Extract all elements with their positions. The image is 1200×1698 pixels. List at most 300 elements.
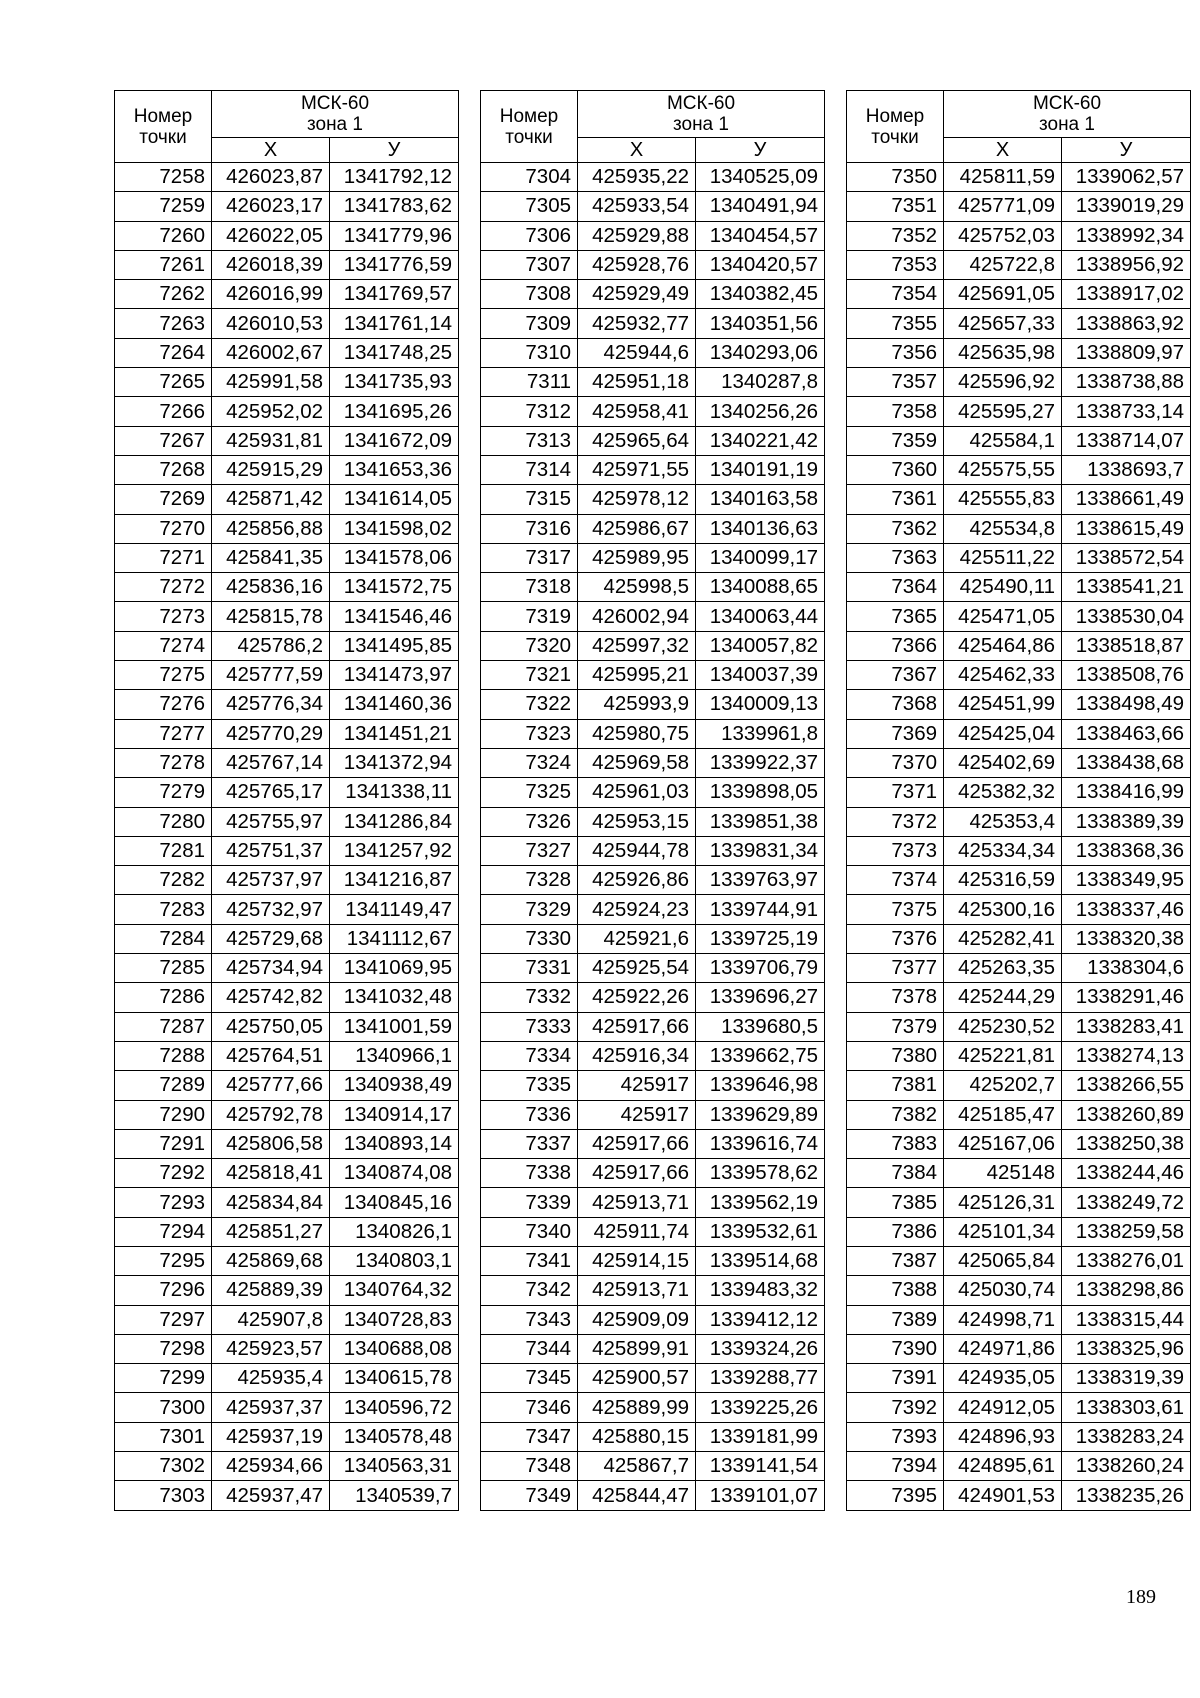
point-number-cell: 7382 <box>847 1100 944 1129</box>
table-row <box>115 1246 459 1275</box>
point-number-cell: 7339 <box>481 1188 578 1217</box>
point-number-cell: 7271 <box>115 543 212 572</box>
y-coordinate-cell: 1341286,84 <box>330 807 459 836</box>
table-row <box>481 455 825 484</box>
point-number-cell: 7267 <box>115 426 212 455</box>
y-column-header: У <box>330 138 459 163</box>
y-coordinate-cell: 1338283,41 <box>1062 1012 1191 1041</box>
table-row <box>481 485 825 514</box>
table-row <box>847 631 1191 660</box>
point-number-cell: 7360 <box>847 455 944 484</box>
x-coordinate-cell: 425300,16 <box>944 895 1062 924</box>
table-row <box>481 1100 825 1129</box>
x-coordinate-cell: 425771,09 <box>944 192 1062 221</box>
y-coordinate-cell: 1339141,54 <box>696 1452 825 1481</box>
table-row <box>481 748 825 777</box>
y-coordinate-cell: 1341001,59 <box>330 1012 459 1041</box>
table-row <box>115 368 459 397</box>
table-row <box>481 631 825 660</box>
y-coordinate-cell: 1338733,14 <box>1062 397 1191 426</box>
point-number-cell: 7352 <box>847 221 944 250</box>
point-number-cell: 7362 <box>847 514 944 543</box>
point-number-cell: 7323 <box>481 719 578 748</box>
table-row <box>847 1159 1191 1188</box>
table-row <box>847 192 1191 221</box>
x-column-header: Х <box>212 138 330 163</box>
point-number-cell: 7363 <box>847 543 944 572</box>
point-number-cell: 7325 <box>481 778 578 807</box>
y-coordinate-cell: 1339662,75 <box>696 1041 825 1070</box>
point-number-cell: 7324 <box>481 748 578 777</box>
x-coordinate-cell: 425869,68 <box>212 1246 330 1275</box>
x-coordinate-cell: 425907,8 <box>212 1305 330 1334</box>
y-coordinate-cell: 1338283,24 <box>1062 1422 1191 1451</box>
table-row <box>115 192 459 221</box>
x-coordinate-cell: 425471,05 <box>944 602 1062 631</box>
table-row <box>481 1129 825 1158</box>
table-row <box>481 983 825 1012</box>
table-row <box>481 778 825 807</box>
point-number-cell: 7282 <box>115 866 212 895</box>
table-row <box>481 368 825 397</box>
point-number-cell: 7358 <box>847 397 944 426</box>
x-coordinate-cell: 425202,7 <box>944 1071 1062 1100</box>
table-row <box>481 1334 825 1363</box>
x-coordinate-cell: 425425,04 <box>944 719 1062 748</box>
table-row <box>115 748 459 777</box>
y-coordinate-cell: 1340914,17 <box>330 1100 459 1129</box>
table-row <box>847 924 1191 953</box>
point-number-cell: 7337 <box>481 1129 578 1158</box>
point-number-cell: 7286 <box>115 983 212 1012</box>
table-row <box>115 983 459 1012</box>
y-coordinate-cell: 1338809,97 <box>1062 338 1191 367</box>
table-row <box>847 280 1191 309</box>
y-coordinate-cell: 1341776,59 <box>330 250 459 279</box>
x-coordinate-cell: 425944,78 <box>578 836 696 865</box>
y-coordinate-cell: 1338259,58 <box>1062 1217 1191 1246</box>
y-coordinate-cell: 1339851,38 <box>696 807 825 836</box>
x-coordinate-cell: 425764,51 <box>212 1041 330 1070</box>
x-coordinate-cell: 424901,53 <box>944 1481 1062 1510</box>
x-coordinate-cell: 425971,55 <box>578 455 696 484</box>
y-coordinate-cell: 1338438,68 <box>1062 748 1191 777</box>
y-coordinate-cell: 1338260,89 <box>1062 1100 1191 1129</box>
point-number-cell: 7380 <box>847 1041 944 1070</box>
point-number-cell: 7329 <box>481 895 578 924</box>
point-number-cell: 7356 <box>847 338 944 367</box>
point-number-cell: 7330 <box>481 924 578 953</box>
table-row <box>847 397 1191 426</box>
table-row <box>115 895 459 924</box>
y-column-header: У <box>1062 138 1191 163</box>
table-row <box>481 1305 825 1334</box>
table-row <box>115 250 459 279</box>
table-row <box>115 221 459 250</box>
point-number-cell: 7391 <box>847 1364 944 1393</box>
y-coordinate-cell: 1339763,97 <box>696 866 825 895</box>
y-coordinate-cell: 1338615,49 <box>1062 514 1191 543</box>
y-coordinate-cell: 1339062,57 <box>1062 163 1191 192</box>
point-number-cell: 7377 <box>847 954 944 983</box>
system-header-line1: МСК-60 <box>300 93 370 114</box>
table-row <box>481 280 825 309</box>
point-number-cell: 7353 <box>847 250 944 279</box>
table-row <box>115 778 459 807</box>
point-number-cell: 7300 <box>115 1393 212 1422</box>
y-coordinate-cell: 1341672,09 <box>330 426 459 455</box>
y-coordinate-cell: 1338992,34 <box>1062 221 1191 250</box>
table-row <box>481 1159 825 1188</box>
x-coordinate-cell: 425915,29 <box>212 455 330 484</box>
x-coordinate-cell: 425871,42 <box>212 485 330 514</box>
y-coordinate-cell: 1340596,72 <box>330 1393 459 1422</box>
point-number-cell: 7381 <box>847 1071 944 1100</box>
table-row <box>481 426 825 455</box>
x-coordinate-cell: 425935,4 <box>212 1364 330 1393</box>
x-coordinate-cell: 425916,34 <box>578 1041 696 1070</box>
y-coordinate-cell: 1341338,11 <box>330 778 459 807</box>
table-row <box>115 1129 459 1158</box>
x-coordinate-cell: 425925,54 <box>578 954 696 983</box>
x-coordinate-cell: 425722,8 <box>944 250 1062 279</box>
point-number-cell: 7305 <box>481 192 578 221</box>
x-coordinate-cell: 425777,59 <box>212 661 330 690</box>
table-row <box>847 690 1191 719</box>
y-coordinate-cell: 1338319,39 <box>1062 1364 1191 1393</box>
y-coordinate-cell: 1340287,8 <box>696 368 825 397</box>
y-coordinate-cell: 1341451,21 <box>330 719 459 748</box>
table-row <box>115 514 459 543</box>
table-row <box>115 485 459 514</box>
x-coordinate-cell: 425993,9 <box>578 690 696 719</box>
y-coordinate-cell: 1340874,08 <box>330 1159 459 1188</box>
point-number-cell: 7345 <box>481 1364 578 1393</box>
y-coordinate-cell: 1339483,32 <box>696 1276 825 1305</box>
table-row <box>115 719 459 748</box>
x-coordinate-cell: 425595,27 <box>944 397 1062 426</box>
point-header-line2: точки <box>139 126 187 148</box>
point-number-cell: 7315 <box>481 485 578 514</box>
x-coordinate-cell: 425995,21 <box>578 661 696 690</box>
y-coordinate-cell: 1338320,38 <box>1062 924 1191 953</box>
x-coordinate-cell: 425917 <box>578 1100 696 1129</box>
table-row <box>115 631 459 660</box>
table-row <box>481 661 825 690</box>
x-coordinate-cell: 425316,59 <box>944 866 1062 895</box>
x-coordinate-cell: 425786,2 <box>212 631 330 660</box>
point-number-cell: 7268 <box>115 455 212 484</box>
table-row <box>847 807 1191 836</box>
y-coordinate-cell: 1341372,94 <box>330 748 459 777</box>
y-coordinate-cell: 1341216,87 <box>330 866 459 895</box>
y-coordinate-cell: 1340221,42 <box>696 426 825 455</box>
y-coordinate-cell: 1338249,72 <box>1062 1188 1191 1217</box>
page-number: 189 <box>1126 1586 1156 1608</box>
x-coordinate-cell: 425244,29 <box>944 983 1062 1012</box>
y-coordinate-cell: 1340893,14 <box>330 1129 459 1158</box>
x-coordinate-cell: 425944,6 <box>578 338 696 367</box>
y-coordinate-cell: 1338276,01 <box>1062 1246 1191 1275</box>
x-coordinate-cell: 425911,74 <box>578 1217 696 1246</box>
x-coordinate-cell: 425751,37 <box>212 836 330 865</box>
y-coordinate-cell: 1338863,92 <box>1062 309 1191 338</box>
table-row <box>115 1100 459 1129</box>
x-coordinate-cell: 425917 <box>578 1071 696 1100</box>
x-coordinate-cell: 425980,75 <box>578 719 696 748</box>
point-number-cell: 7355 <box>847 309 944 338</box>
point-number-header <box>481 91 578 163</box>
y-coordinate-cell: 1338416,99 <box>1062 778 1191 807</box>
x-coordinate-cell: 425776,34 <box>212 690 330 719</box>
point-number-cell: 7371 <box>847 778 944 807</box>
x-coordinate-cell: 426010,53 <box>212 309 330 338</box>
y-coordinate-cell: 1340256,26 <box>696 397 825 426</box>
x-coordinate-cell: 425989,95 <box>578 543 696 572</box>
y-coordinate-cell: 1340539,7 <box>330 1481 459 1510</box>
point-number-cell: 7301 <box>115 1422 212 1451</box>
table-row <box>481 250 825 279</box>
table-row <box>847 895 1191 924</box>
x-coordinate-cell: 425867,7 <box>578 1452 696 1481</box>
y-coordinate-cell: 1339922,37 <box>696 748 825 777</box>
table-body <box>115 163 459 1511</box>
y-coordinate-cell: 1341761,14 <box>330 309 459 338</box>
table-row <box>115 866 459 895</box>
y-coordinate-cell: 1338337,46 <box>1062 895 1191 924</box>
y-coordinate-cell: 1338266,55 <box>1062 1071 1191 1100</box>
y-coordinate-cell: 1338541,21 <box>1062 573 1191 602</box>
y-coordinate-cell: 1340525,09 <box>696 163 825 192</box>
x-coordinate-cell: 425909,09 <box>578 1305 696 1334</box>
point-number-cell: 7276 <box>115 690 212 719</box>
x-coordinate-cell: 425737,97 <box>212 866 330 895</box>
table-row <box>847 1071 1191 1100</box>
table-row <box>847 485 1191 514</box>
x-coordinate-cell: 426018,39 <box>212 250 330 279</box>
point-number-cell: 7347 <box>481 1422 578 1451</box>
x-coordinate-cell: 425818,41 <box>212 1159 330 1188</box>
point-number-cell: 7327 <box>481 836 578 865</box>
point-number-cell: 7259 <box>115 192 212 221</box>
point-number-cell: 7283 <box>115 895 212 924</box>
x-coordinate-cell: 425969,58 <box>578 748 696 777</box>
x-coordinate-cell: 425101,34 <box>944 1217 1062 1246</box>
point-number-cell: 7334 <box>481 1041 578 1070</box>
x-coordinate-cell: 425914,15 <box>578 1246 696 1275</box>
x-coordinate-cell: 425844,47 <box>578 1481 696 1510</box>
y-coordinate-cell: 1339898,05 <box>696 778 825 807</box>
point-number-cell: 7322 <box>481 690 578 719</box>
y-coordinate-cell: 1341735,93 <box>330 368 459 397</box>
y-coordinate-cell: 1340057,82 <box>696 631 825 660</box>
table-row <box>847 778 1191 807</box>
x-coordinate-cell: 425841,35 <box>212 543 330 572</box>
y-coordinate-cell: 1340293,06 <box>696 338 825 367</box>
point-number-cell: 7304 <box>481 163 578 192</box>
point-number-cell: 7273 <box>115 602 212 631</box>
x-coordinate-cell: 425575,55 <box>944 455 1062 484</box>
x-coordinate-cell: 425934,66 <box>212 1452 330 1481</box>
x-coordinate-cell: 425997,32 <box>578 631 696 660</box>
y-coordinate-cell: 1340803,1 <box>330 1246 459 1275</box>
point-number-cell: 7349 <box>481 1481 578 1510</box>
x-coordinate-cell: 425958,41 <box>578 397 696 426</box>
point-number-cell: 7313 <box>481 426 578 455</box>
y-coordinate-cell: 1340728,83 <box>330 1305 459 1334</box>
point-number-header <box>847 91 944 163</box>
point-number-cell: 7393 <box>847 1422 944 1451</box>
y-coordinate-cell: 1339019,29 <box>1062 192 1191 221</box>
y-coordinate-cell: 1340826,1 <box>330 1217 459 1246</box>
table-row <box>481 163 825 192</box>
x-coordinate-cell: 425584,1 <box>944 426 1062 455</box>
y-coordinate-cell: 1341769,57 <box>330 280 459 309</box>
point-number-cell: 7365 <box>847 602 944 631</box>
point-number-cell: 7389 <box>847 1305 944 1334</box>
coordinate-system-header <box>578 91 825 138</box>
x-coordinate-cell: 425986,67 <box>578 514 696 543</box>
y-coordinate-cell: 1338235,26 <box>1062 1481 1191 1510</box>
table-row <box>481 924 825 953</box>
y-coordinate-cell: 1340563,31 <box>330 1452 459 1481</box>
point-number-cell: 7359 <box>847 426 944 455</box>
point-number-cell: 7307 <box>481 250 578 279</box>
y-coordinate-cell: 1338530,04 <box>1062 602 1191 631</box>
y-coordinate-cell: 1340938,49 <box>330 1071 459 1100</box>
table-row <box>847 1246 1191 1275</box>
point-number-cell: 7288 <box>115 1041 212 1070</box>
x-coordinate-cell: 425917,66 <box>578 1159 696 1188</box>
table-row <box>115 1452 459 1481</box>
system-header-line2: зона 1 <box>307 114 363 135</box>
y-coordinate-cell: 1338693,7 <box>1062 455 1191 484</box>
y-coordinate-cell: 1339562,19 <box>696 1188 825 1217</box>
point-number-cell: 7289 <box>115 1071 212 1100</box>
table-row <box>481 1041 825 1070</box>
point-number-cell: 7303 <box>115 1481 212 1510</box>
table-row <box>115 1422 459 1451</box>
table-row <box>115 543 459 572</box>
x-coordinate-cell: 425555,83 <box>944 485 1062 514</box>
point-number-cell: 7341 <box>481 1246 578 1275</box>
table-row <box>115 573 459 602</box>
y-coordinate-cell: 1341495,85 <box>330 631 459 660</box>
x-coordinate-cell: 426023,17 <box>212 192 330 221</box>
coordinate-system-header <box>212 91 459 138</box>
x-coordinate-cell: 425185,47 <box>944 1100 1062 1129</box>
y-coordinate-cell: 1340191,19 <box>696 455 825 484</box>
point-number-cell: 7309 <box>481 309 578 338</box>
x-coordinate-cell: 425913,71 <box>578 1188 696 1217</box>
point-number-cell: 7318 <box>481 573 578 602</box>
x-coordinate-cell: 425334,34 <box>944 836 1062 865</box>
x-coordinate-cell: 425742,82 <box>212 983 330 1012</box>
table-row <box>847 426 1191 455</box>
point-number-cell: 7350 <box>847 163 944 192</box>
table-row <box>115 1364 459 1393</box>
point-number-cell: 7331 <box>481 954 578 983</box>
point-number-cell: 7374 <box>847 866 944 895</box>
x-coordinate-cell: 425811,59 <box>944 163 1062 192</box>
table-row <box>847 1422 1191 1451</box>
y-coordinate-cell: 1340966,1 <box>330 1041 459 1070</box>
point-number-cell: 7369 <box>847 719 944 748</box>
y-coordinate-cell: 1340037,39 <box>696 661 825 690</box>
point-number-cell: 7392 <box>847 1393 944 1422</box>
point-number-cell: 7290 <box>115 1100 212 1129</box>
point-number-cell: 7368 <box>847 690 944 719</box>
y-coordinate-cell: 1340163,58 <box>696 485 825 514</box>
point-number-cell: 7319 <box>481 602 578 631</box>
table-row <box>115 397 459 426</box>
table-row <box>847 514 1191 543</box>
point-number-cell: 7293 <box>115 1188 212 1217</box>
point-number-cell: 7296 <box>115 1276 212 1305</box>
table-row <box>481 1393 825 1422</box>
table-row <box>115 1481 459 1510</box>
x-coordinate-cell: 425490,11 <box>944 573 1062 602</box>
x-coordinate-cell: 425998,5 <box>578 573 696 602</box>
point-number-cell: 7302 <box>115 1452 212 1481</box>
y-coordinate-cell: 1340009,13 <box>696 690 825 719</box>
x-column-header: Х <box>944 138 1062 163</box>
y-coordinate-cell: 1341032,48 <box>330 983 459 1012</box>
coordinate-system-header <box>944 91 1191 138</box>
point-number-cell: 7375 <box>847 895 944 924</box>
table-row <box>847 1305 1191 1334</box>
x-coordinate-cell: 425937,37 <box>212 1393 330 1422</box>
y-coordinate-cell: 1340615,78 <box>330 1364 459 1393</box>
point-number-cell: 7260 <box>115 221 212 250</box>
point-number-cell: 7287 <box>115 1012 212 1041</box>
y-coordinate-cell: 1338250,38 <box>1062 1129 1191 1158</box>
table-row <box>115 954 459 983</box>
table-row <box>115 1041 459 1070</box>
table-row <box>847 338 1191 367</box>
y-coordinate-cell: 1340136,63 <box>696 514 825 543</box>
table-row <box>115 690 459 719</box>
y-coordinate-cell: 1341779,96 <box>330 221 459 250</box>
x-coordinate-cell: 425937,19 <box>212 1422 330 1451</box>
x-coordinate-cell: 425922,26 <box>578 983 696 1012</box>
y-coordinate-cell: 1339706,79 <box>696 954 825 983</box>
table-row <box>481 1246 825 1275</box>
x-coordinate-cell: 425148 <box>944 1159 1062 1188</box>
y-coordinate-cell: 1341257,92 <box>330 836 459 865</box>
point-number-cell: 7342 <box>481 1276 578 1305</box>
point-number-cell: 7298 <box>115 1334 212 1363</box>
system-header-line1: МСК-60 <box>666 93 736 114</box>
table-row <box>115 1393 459 1422</box>
y-coordinate-cell: 1338917,02 <box>1062 280 1191 309</box>
x-coordinate-cell: 425750,05 <box>212 1012 330 1041</box>
point-number-cell: 7297 <box>115 1305 212 1334</box>
y-coordinate-cell: 1341546,46 <box>330 602 459 631</box>
x-coordinate-cell: 425770,29 <box>212 719 330 748</box>
table-row <box>481 221 825 250</box>
y-coordinate-cell: 1341069,95 <box>330 954 459 983</box>
y-coordinate-cell: 1341578,06 <box>330 543 459 572</box>
x-coordinate-cell: 425935,22 <box>578 163 696 192</box>
x-coordinate-cell: 425126,31 <box>944 1188 1062 1217</box>
x-column-header: Х <box>578 138 696 163</box>
point-number-cell: 7295 <box>115 1246 212 1275</box>
table-row <box>481 719 825 748</box>
point-number-cell: 7343 <box>481 1305 578 1334</box>
y-coordinate-cell: 1341614,05 <box>330 485 459 514</box>
x-coordinate-cell: 425928,76 <box>578 250 696 279</box>
